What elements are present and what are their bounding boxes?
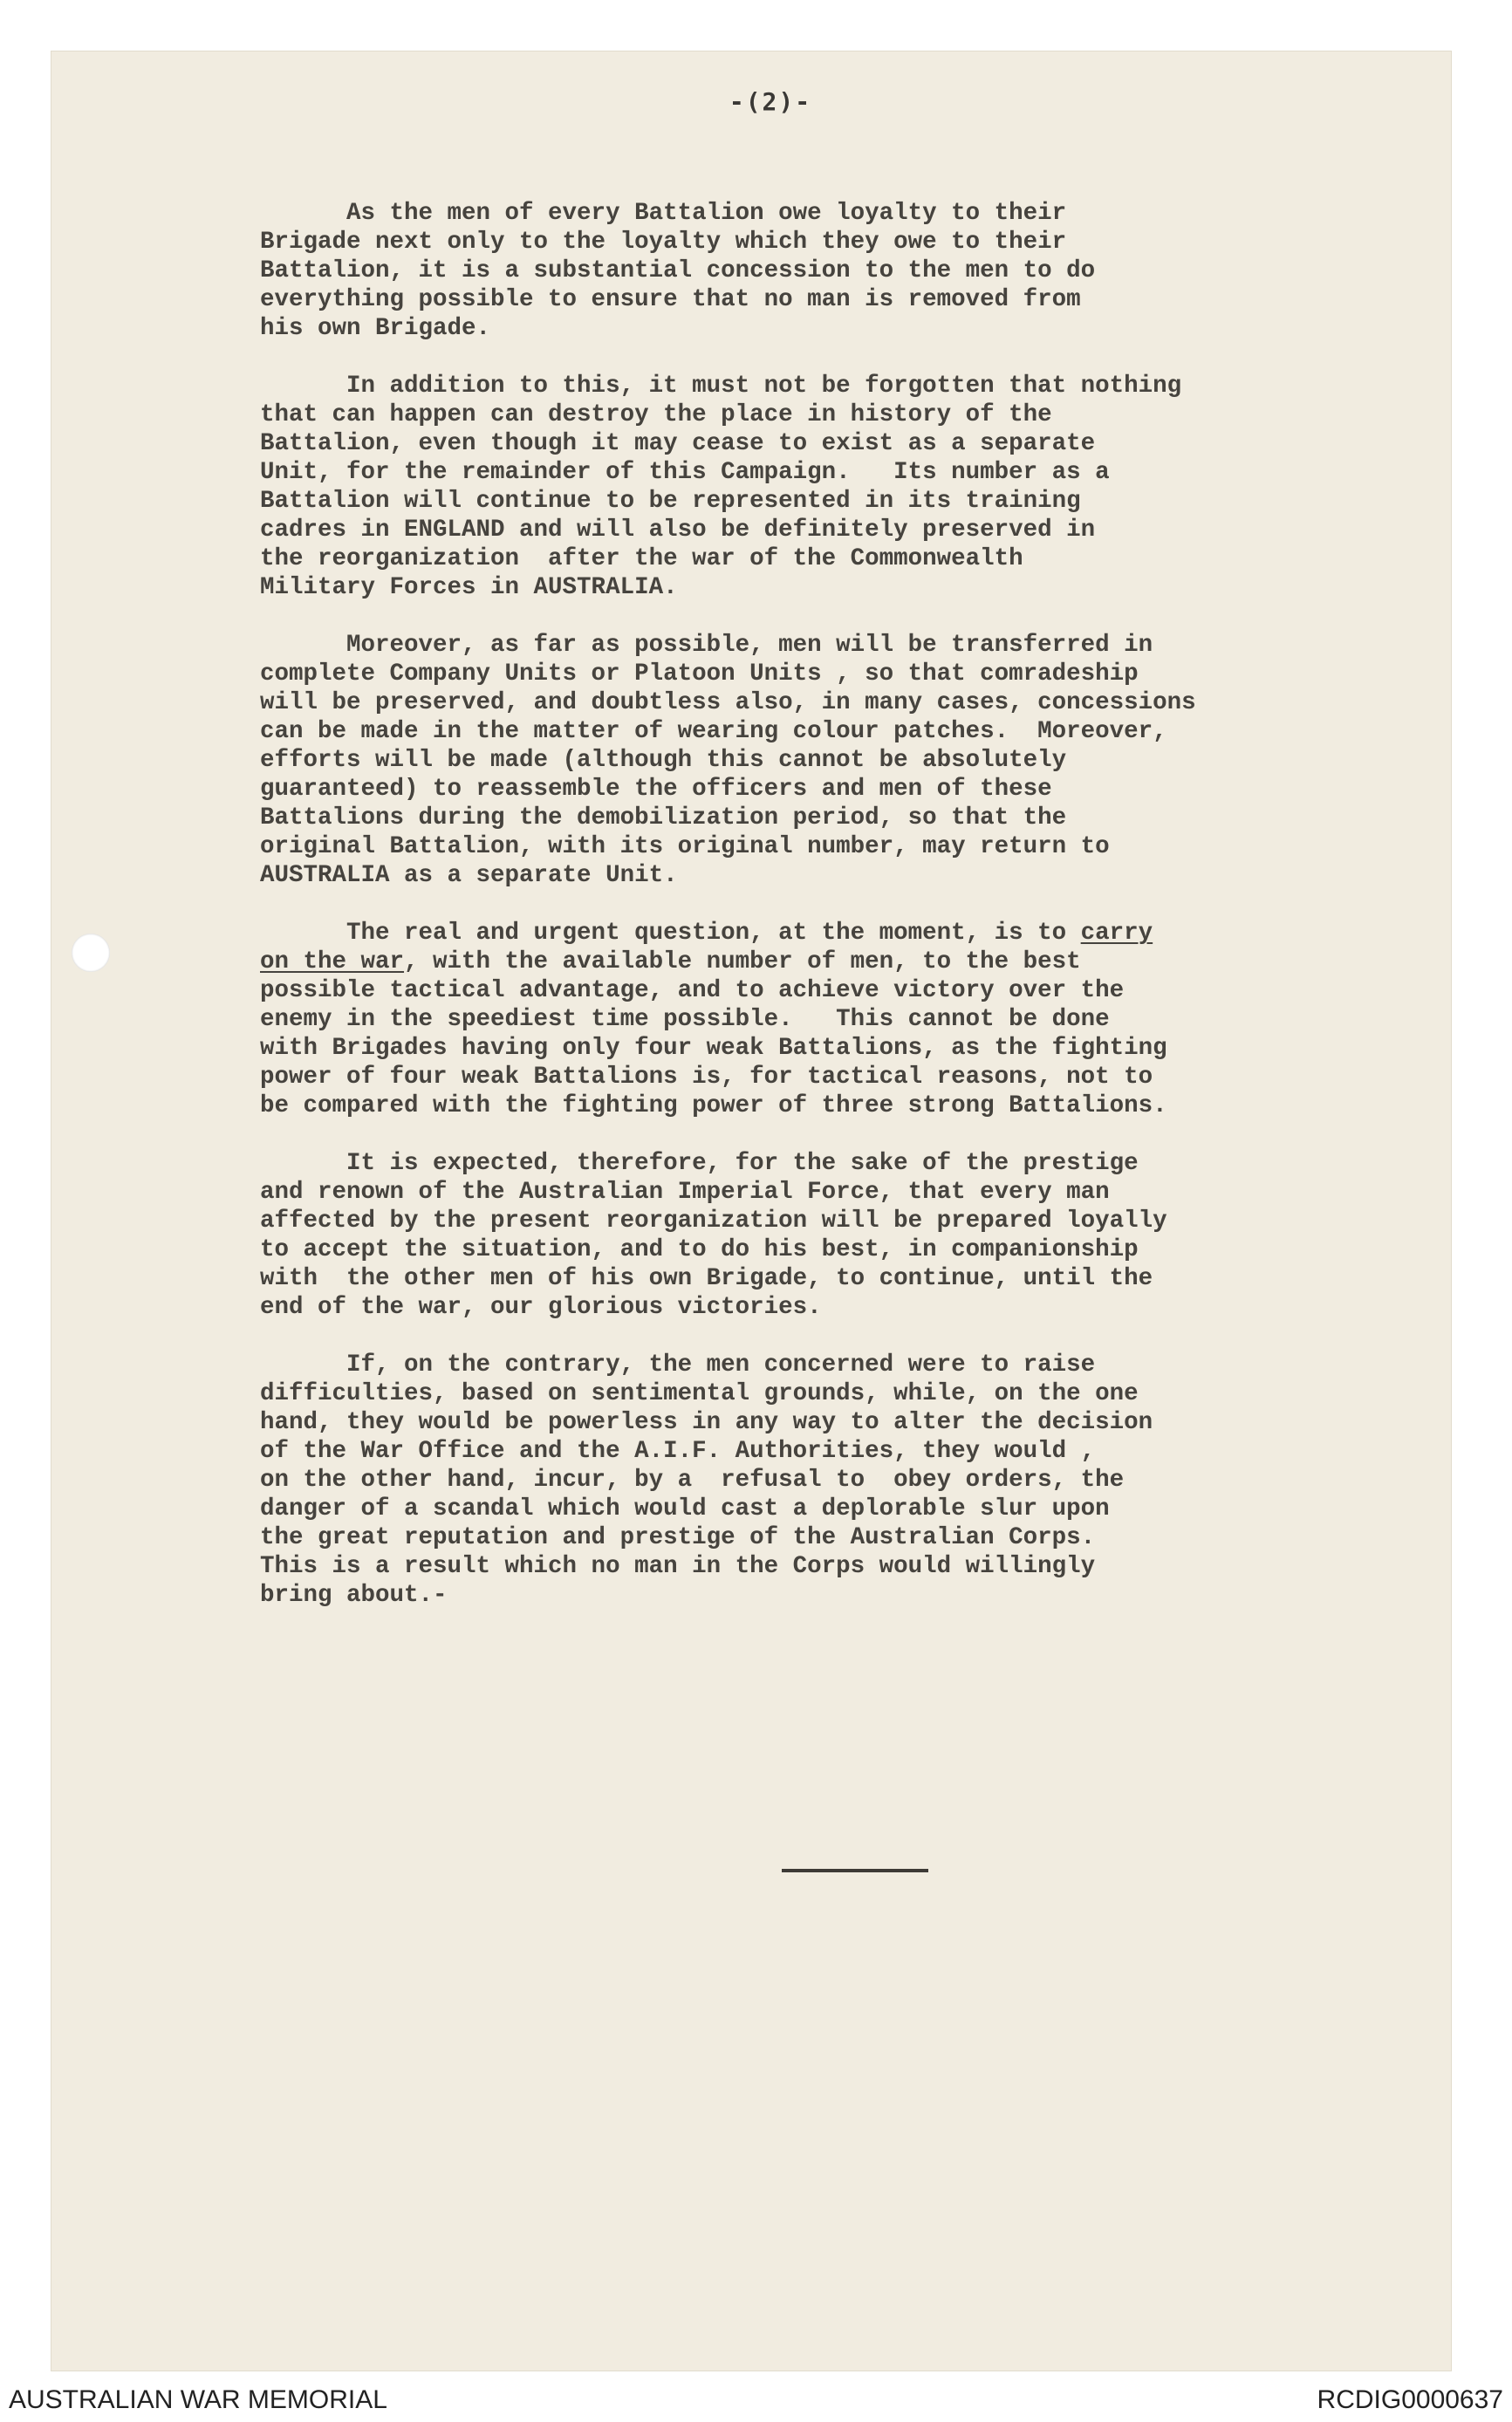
punch-hole — [72, 934, 110, 972]
text-line: on the war, with the available number of men, to the best — [260, 948, 1081, 975]
text-line: end of the war, our glorious victories. — [260, 1294, 822, 1321]
underlined-phrase: carry — [1080, 920, 1153, 947]
text-line: possible tactical advantage, and to achieve victory over the — [260, 977, 1125, 1004]
footer-record-id: RCDIG0000637 — [1317, 2385, 1503, 2414]
text-line: be compared with the fighting power of three strong Battalions. — [260, 1092, 1167, 1119]
text-line: Battalion, it is a substantial concession to the men to do — [260, 257, 1096, 284]
text-line: with Brigades having only four weak Battalions, as the fighting — [260, 1035, 1167, 1062]
text-line: The real and urgent question, at the moment, is to carry — [260, 920, 1153, 947]
text-line: cadres in ENGLAND and will also be definitely preserved in — [260, 517, 1096, 544]
text-line: the reorganization after the war of the Commonwealth — [260, 545, 1023, 572]
text-line: Moreover, as far as possible, men will be transferred in — [260, 632, 1153, 659]
paragraph-2 — [260, 372, 1420, 602]
text-line: power of four weak Battalions is, for tactical reasons, not to — [260, 1064, 1153, 1091]
paragraph-4 — [260, 919, 1420, 1120]
text-line: danger of a scandal which would cast a deplorable slur upon — [260, 1495, 1110, 1522]
text-line: Unit, for the remainder of this Campaign. Its number as a — [260, 459, 1110, 486]
text-line: efforts will be made (although this cannot be absolutely — [260, 747, 1067, 774]
text-line: will be preserved, and doubtless also, in many cases, concessions — [260, 689, 1196, 716]
archive-footer — [0, 2382, 1512, 2422]
text-line: As the men of every Battalion owe loyalty to their — [260, 200, 1067, 227]
text-line: bring about.- — [260, 1582, 448, 1609]
text-line: original Battalion, with its original number, may return to — [260, 833, 1110, 860]
text-line: to accept the situation, and to do his best, in companionship — [260, 1236, 1139, 1263]
paragraph-6 — [260, 1351, 1420, 1610]
text-line: AUSTRALIA as a separate Unit. — [260, 862, 678, 889]
paragraph-5 — [260, 1149, 1420, 1322]
text-line: can be made in the matter of wearing colour patches. Moreover, — [260, 718, 1167, 745]
text-line: Battalion will continue to be represented in its training — [260, 488, 1081, 515]
text-line: complete Company Units or Platoon Units , so that comradeship — [260, 660, 1139, 688]
text-line: Battalions during the demobilization period, so that the — [260, 804, 1067, 831]
text-line: affected by the present reorganization will be prepared loyally — [260, 1208, 1167, 1235]
text-line: of the War Office and the A.I.F. Authorities, they would , — [260, 1438, 1096, 1465]
closing-rule — [782, 1869, 928, 1872]
text-line: hand, they would be powerless in any way to alter the decision — [260, 1409, 1153, 1436]
text-line: This is a result which no man in the Corps would willingly — [260, 1553, 1096, 1580]
text-line: difficulties, based on sentimental grounds, while, on the one — [260, 1380, 1139, 1407]
underlined-phrase: on the war — [260, 948, 405, 975]
text-line: his own Brigade. — [260, 315, 491, 342]
text-line: It is expected, therefore, for the sake of the prestige — [260, 1150, 1139, 1177]
paragraph-1 — [260, 199, 1420, 343]
text-line: Battalion, even though it may cease to exist as a separate — [260, 430, 1096, 457]
paragraph-3 — [260, 631, 1420, 890]
text-line: that can happen can destroy the place in history of the — [260, 401, 1052, 428]
text-line: and renown of the Australian Imperial Force, that every man — [260, 1179, 1110, 1206]
text-line: If, on the contrary, the men concerned were to raise — [260, 1351, 1096, 1379]
page-number: -(2)- — [729, 87, 812, 116]
document-page — [51, 51, 1452, 2371]
text-line: Military Forces in AUSTRALIA. — [260, 574, 678, 601]
text-line: In addition to this, it must not be forgotten that nothing — [260, 373, 1182, 400]
letter-body — [260, 199, 1420, 1639]
text-line: guaranteed) to reassemble the officers and men of these — [260, 776, 1052, 803]
text-line: enemy in the speediest time possible. This cannot be done — [260, 1006, 1110, 1033]
text-line: on the other hand, incur, by a refusal to obey orders, the — [260, 1467, 1125, 1494]
text-line: with the other men of his own Brigade, to continue, until the — [260, 1265, 1153, 1292]
text-line: everything possible to ensure that no man is removed from — [260, 286, 1081, 313]
text-line: the great reputation and prestige of the Australian Corps. — [260, 1524, 1096, 1551]
footer-institution: AUSTRALIAN WAR MEMORIAL — [9, 2385, 387, 2414]
text-line: Brigade next only to the loyalty which they owe to their — [260, 229, 1067, 256]
